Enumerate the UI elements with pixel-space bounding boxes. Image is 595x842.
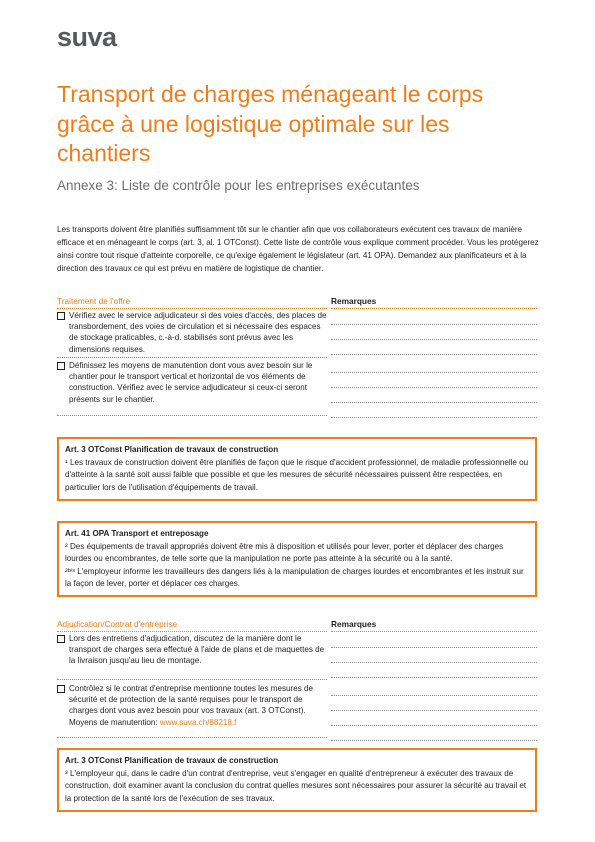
law-body-2: ²ᵇⁱˢ L'employeur informe les travailleurs des dangers liés à la manipulation de charges lourdes et encombrantes et les instruit sur la façon de lever, porter et déplacer ces charges. <box>65 566 524 588</box>
section-offer <box>57 296 537 418</box>
remarks-lines[interactable] <box>331 681 537 741</box>
checklist-item <box>57 310 537 358</box>
law-title: Art. 41 OPA Transport et entreposage <box>65 529 209 538</box>
checklist-item-label: Lors des entretiens d'adjudication, discutez de la manière dont le transport de charges sera effectué à l'aide de plans et de maquettes de la livraison jusqu'au lieu de montage. <box>69 634 325 666</box>
law-box-art3-al3 <box>57 748 537 812</box>
checklist-item-label: Définissez les moyens de manutention dont vous avez besoin sur le chantier pour le transport vertical et horizontal de vos éléments de construction. Vérifiez avec le service adjudicateur si ceux-ci seront présents sur le chantier. <box>69 361 313 404</box>
section-adjudication <box>57 619 537 739</box>
page-subtitle: Annexe 3: Liste de contrôle pour les entreprises exécutantes <box>57 178 420 193</box>
checklist-item-label: Vérifiez avec le service adjudicateur si des voies d'accès, des places de transbordement, des voies de circulation et si nécessaire des espaces de stockage praticables, c.-à-d. stabilisés sont prévus avec les dimensions requises. <box>69 311 327 354</box>
law-body: ³ L'employeur qui, dans le cadre d'un contrat d'entreprise, veut s'engager en qualité d'entrepreneur à exécuter des travaux de construction, doit examiner avant la conclusion du contrat quelles mesures sont nécessaires pour assurer la sécurité au travail et la protection de la santé lors de l'exécution de ses travaux. <box>65 769 527 803</box>
remarks-lines[interactable] <box>331 358 537 418</box>
checklist-item-label <box>57 683 327 728</box>
checkbox[interactable] <box>57 685 65 693</box>
page-title: Transport de charges ménageant le corps grâce à une logistique optimale sur les chantiers <box>57 81 484 166</box>
section-header <box>57 619 537 633</box>
checkbox[interactable] <box>57 635 65 643</box>
checklist-item-text <box>57 360 327 416</box>
law-box-art3 <box>57 437 537 501</box>
checklist-item-text <box>57 633 327 680</box>
checklist-item-text <box>57 683 327 738</box>
law-body: ¹ Les travaux de construction doivent être planifiés de façon que le risque d'accident professionnel, de maladie professionnelle ou d'atteinte à la santé soit aussi faible que possible et que les mesures de sécurité nécessaires puissent être respectées, en particulier lors de l'utilisation d'équipements de travail. <box>65 458 529 492</box>
checklist-item <box>57 633 537 681</box>
checklist-item-text <box>57 310 327 358</box>
law-title: Art. 3 OTConst Planification de travaux de construction <box>65 445 279 454</box>
intro-paragraph: Les transports doivent être planifiés suffisamment tôt sur le chantier afin que vos collaborateurs exécutent ces travaux de manière efficace et en ménageant le corps (art. 3, al. 1 OTConst). Cette liste de contrôle vous explique comment procéder. Vous les protégerez ainsi contre tout risque d'atteinte corporelle, ce qu'exige également le législateur (art. 41 OPA). Demandez aux planificateurs et à la direction des travaux ce qui est prévu en matière de logistique de chantier. <box>57 225 539 274</box>
checkbox[interactable] <box>57 312 65 320</box>
remarks-header: Remarques <box>331 296 537 309</box>
checklist-item <box>57 683 537 739</box>
section-title: Adjudication/Contrat d'entreprise <box>57 619 327 632</box>
suva-logo: suva <box>57 22 117 52</box>
remarks-lines[interactable] <box>331 310 537 355</box>
checkbox[interactable] <box>57 362 65 370</box>
law-box-art41 <box>57 521 537 597</box>
section-title: Traitement de l'offre <box>57 296 327 309</box>
law-title: Art. 3 OTConst Planification de travaux de construction <box>65 756 279 765</box>
remarks-header: Remarques <box>331 619 537 632</box>
remarks-lines[interactable] <box>331 633 537 678</box>
law-body-1: ² Des équipements de travail appropriés doivent être mis à disposition et utilisés pour lever, porter et déplacer des charges lourdes ou encombrantes, de telle sorte que la manipulation ne porte pas atteinte à la sécurité ou à la santé. <box>65 542 504 564</box>
checklist-item <box>57 360 537 418</box>
manutention-link[interactable]: www.suva.ch/88218.f <box>159 717 237 727</box>
checklist-item-label-text: Contrôlez si le contrat d'entreprise mentionne toutes les mesures de sécurité et de protection de la santé requises pour le transport de charges dont vous avez besoin pour vos travaux (art. 3 OTConst). Moyens de manutention: <box>69 684 314 727</box>
section-header <box>57 296 537 310</box>
